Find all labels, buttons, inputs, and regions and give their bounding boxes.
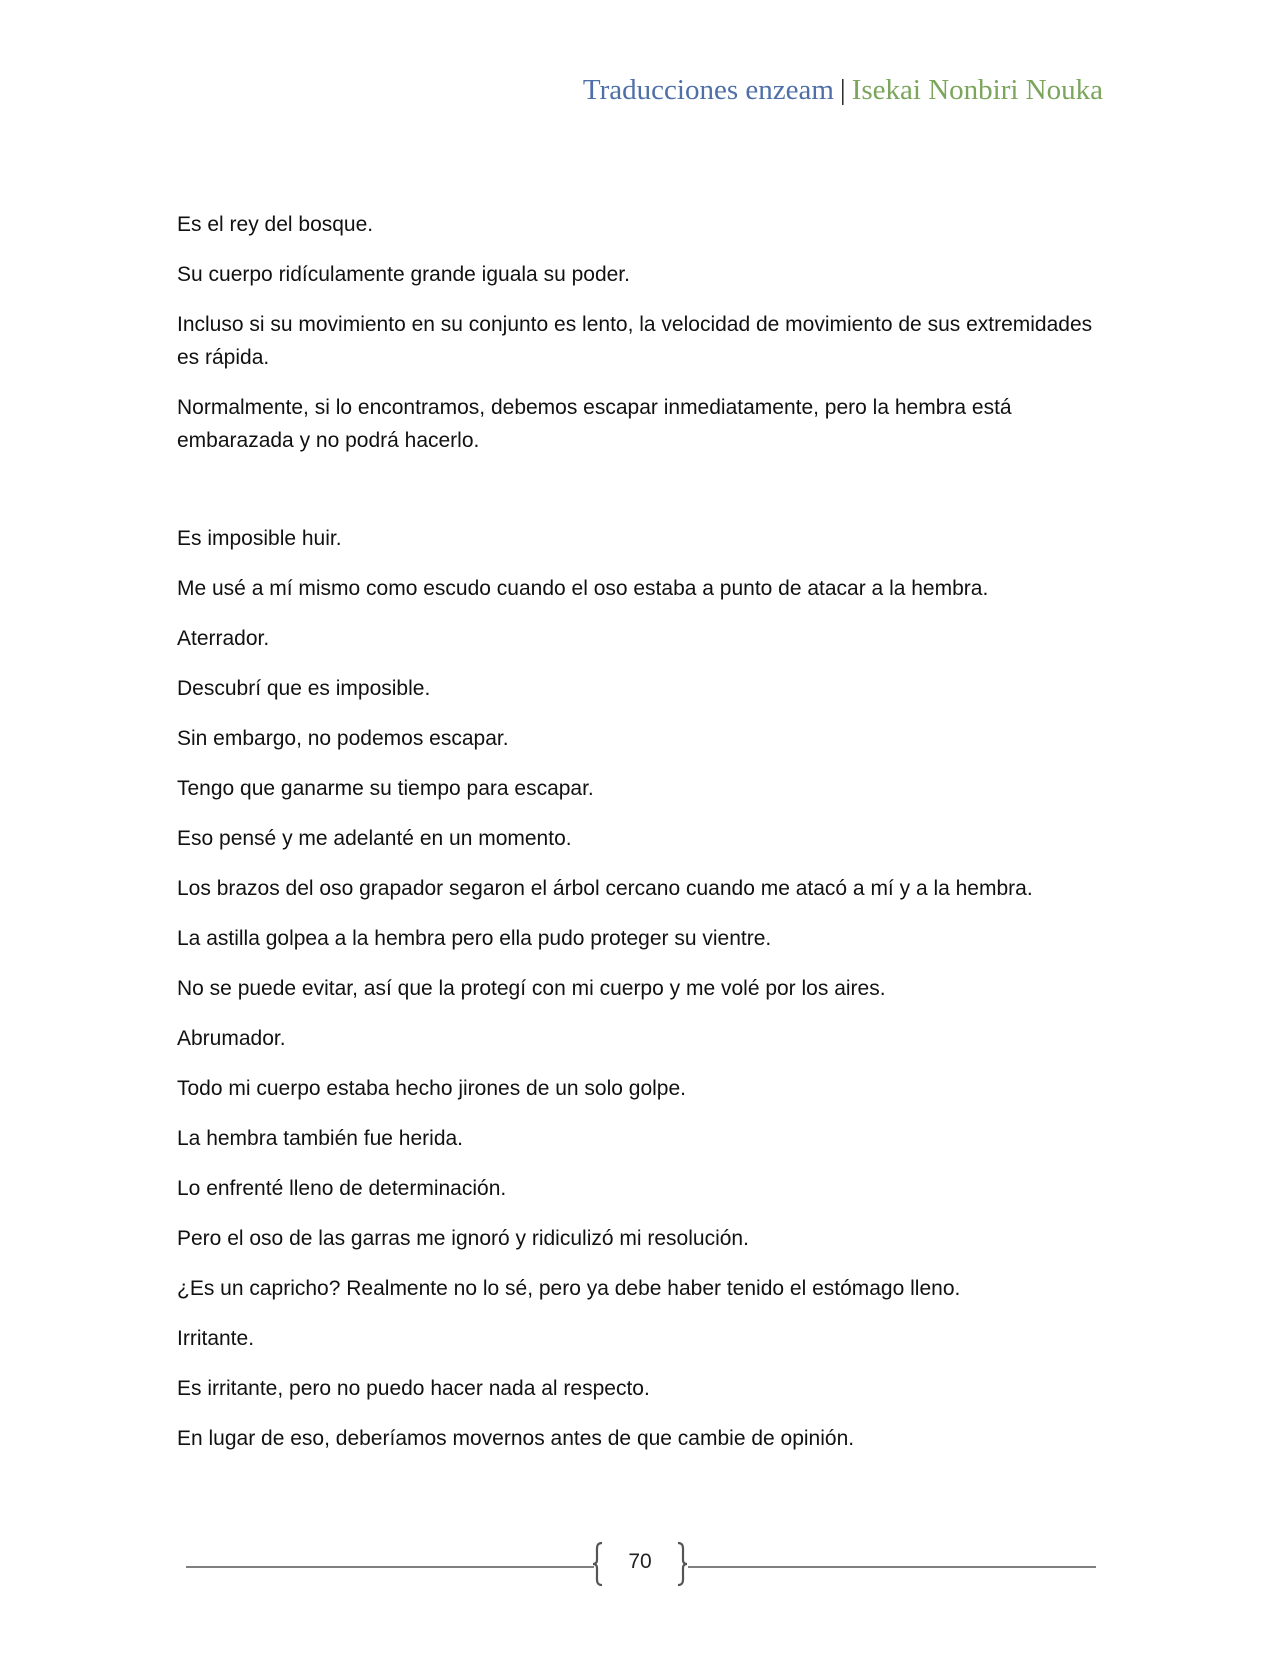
paragraph: Irritante. (177, 1327, 255, 1350)
paragraph: Descubrí que es imposible. (177, 677, 431, 700)
paragraph: Tengo que ganarme su tiempo para escapar. (177, 777, 594, 800)
page-header (583, 72, 1103, 108)
left-brace-icon (592, 1542, 604, 1586)
paragraph: Es irritante, pero no puedo hacer nada al respecto. (177, 1377, 650, 1400)
paragraph: Aterrador. (177, 627, 270, 650)
paragraph: Es el rey del bosque. (177, 213, 374, 236)
paragraph: La astilla golpea a la hembra pero ella pudo proteger su vientre. (177, 927, 772, 950)
footer-rule-right (688, 1566, 1096, 1568)
paragraph: Abrumador. (177, 1027, 286, 1050)
right-brace-icon (676, 1542, 688, 1586)
footer-rule-left (186, 1566, 594, 1568)
header-separator: | (839, 74, 846, 106)
paragraph: Pero el oso de las garras me ignoró y ridiculizó mi resolución. (177, 1227, 749, 1250)
page-footer (186, 1542, 1096, 1592)
section-gap (177, 474, 1107, 522)
page-number: 70 (628, 1550, 652, 1573)
paragraph: Su cuerpo ridículamente grande iguala su poder. (177, 263, 630, 286)
site-name: Traducciones enzeam (582, 74, 834, 106)
paragraph: ¿Es un capricho? Realmente no lo sé, pero ya debe haber tenido el estómago lleno. (177, 1277, 961, 1300)
paragraph: Sin embargo, no podemos escapar. (177, 727, 509, 750)
paragraph: La hembra también fue herida. (177, 1127, 464, 1150)
paragraph: En lugar de eso, deberíamos movernos antes de que cambie de opinión. (177, 1427, 855, 1450)
paragraph: Incluso si su movimiento en su conjunto es lento, la velocidad de movimiento de sus extremidades es rápida. (177, 313, 1093, 369)
paragraph: Eso pensé y me adelanté en un momento. (177, 827, 572, 850)
paragraph: No se puede evitar, así que la protegí con mi cuerpo y me volé por los aires. (177, 977, 886, 1000)
paragraph: Todo mi cuerpo estaba hecho jirones de un solo golpe. (177, 1077, 687, 1100)
paragraph: Es imposible huir. (177, 527, 342, 550)
paragraph: Los brazos del oso grapador segaron el árbol cercano cuando me atacó a mí y a la hembra. (177, 877, 1033, 900)
novel-title: Isekai Nonbiri Nouka (851, 74, 1103, 106)
paragraph: Lo enfrenté lleno de determinación. (177, 1177, 507, 1200)
paragraph: Normalmente, si lo encontramos, debemos escapar inmediatamente, pero la hembra está embarazada y no podrá hacerlo. (177, 396, 1012, 452)
page-body (177, 208, 1107, 1472)
paragraph: Me usé a mí mismo como escudo cuando el oso estaba a punto de atacar a la hembra. (177, 577, 989, 600)
